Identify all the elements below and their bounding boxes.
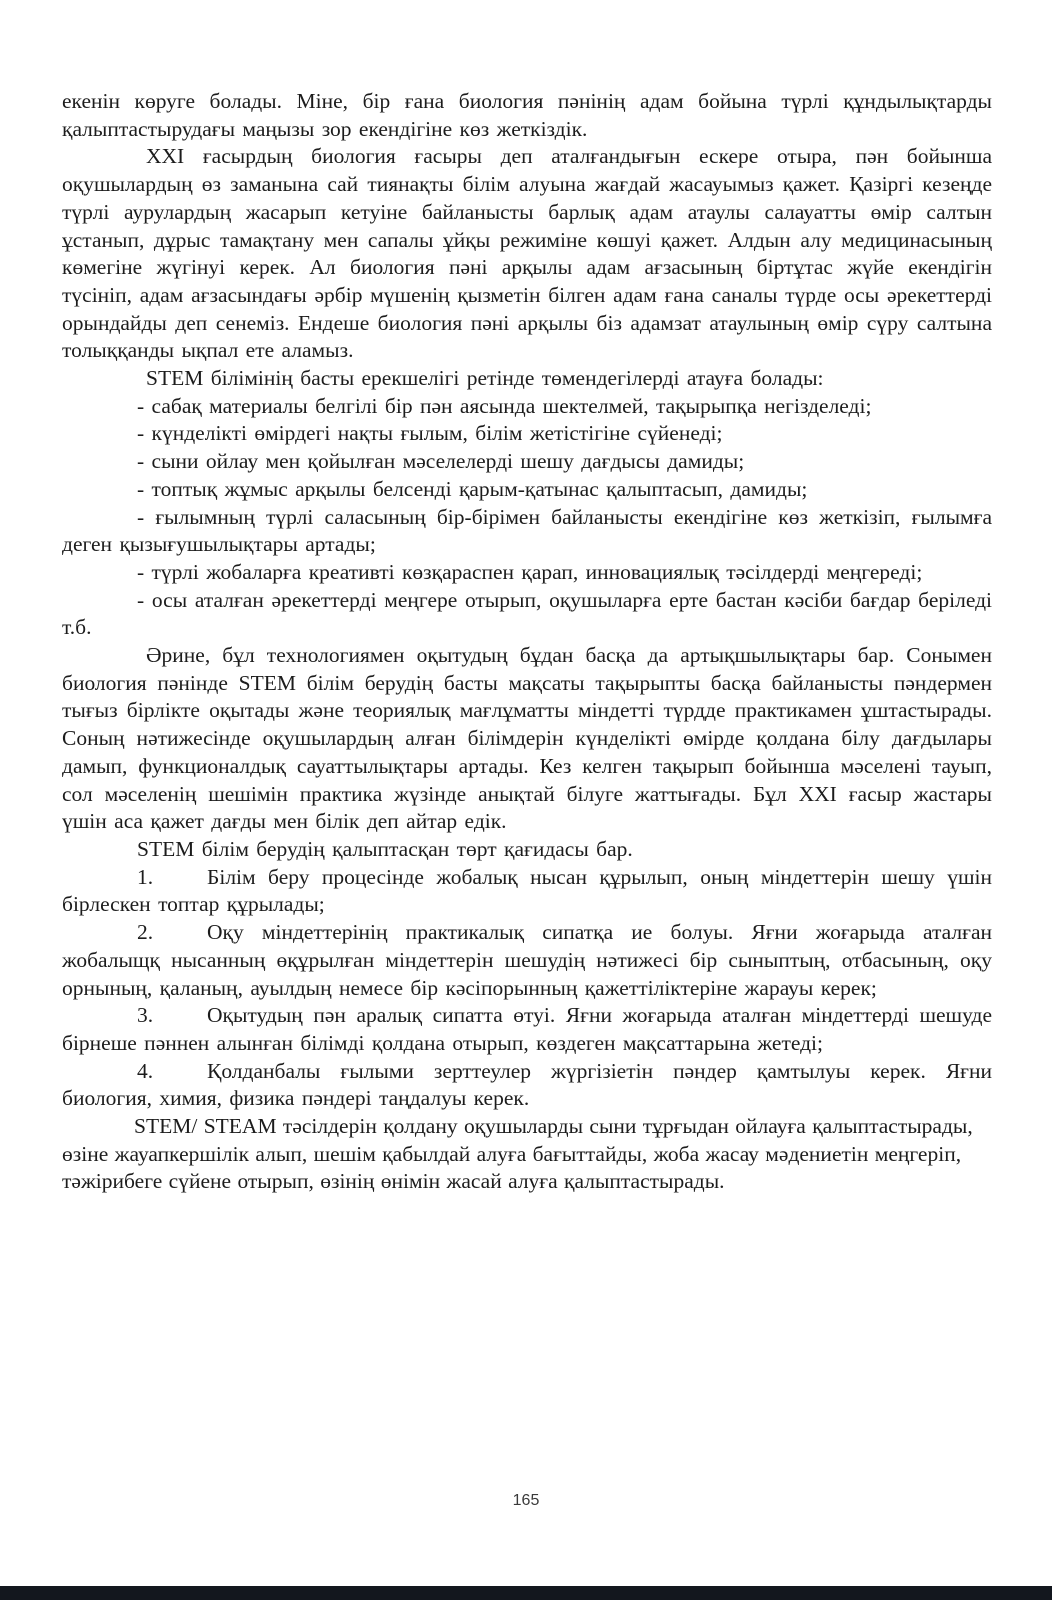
list-item: - түрлі жобаларға креативті көзқараспен қарап, инновациялық тәсілдерді меңгереді; xyxy=(137,559,923,584)
item-text: Білім беру процесінде жобалық нысан құрылып, оның міндеттерін шешу үшін бірлескен топтар құрылады; xyxy=(62,864,992,917)
page-number: 165 xyxy=(512,1492,540,1509)
paragraph-stem-features-intro: STEM білімінің басты ерекшелігі ретінде төмендегілерді атауға болады: xyxy=(146,366,824,391)
numbered-item xyxy=(62,864,992,919)
list-item: - сабақ материалы белгілі бір пән аясында шектелмей, тақырыпқа негізделеді; xyxy=(137,393,872,418)
item-text: Оқу міндеттерінің практикалық сипатқа ие болуы. Яғни жоғарыда аталған жобалыщқ нысанның өқұрылған міндеттерін шешудің нәтижесі бір сыныптың, отбасының, оқу орнының, қаланың, ауылдың немесе бір кәсіпорынның қажеттіліктеріне жарауы керек; xyxy=(62,920,992,1000)
bottom-black-bar xyxy=(0,1586,1052,1600)
item-number: 1. xyxy=(137,864,154,889)
list-item: - ғылымның түрлі саласының бір-бірімен байланысты екендігіне көз жеткізіп, ғылымға деген қызығушылықтары артады; xyxy=(62,504,992,557)
item-number: 3. xyxy=(137,1003,154,1028)
paragraph-stem-steam-conclusion: STEM/ STEAM тәсілдерін қолдану оқушыларды сыни тұрғыдан ойлауға қалыптастырады, өзіне жауапкершілік алып, шешім қабылдай алуға бағыттайды, жоба жасау мәдениетін меңгеріп, тәжірибеге сүйене отырып, өзінің өнімін жасай алуға қалыптастырады. xyxy=(62,1114,973,1194)
list-item: - топтық жұмыс арқылы белсенді қарым-қатынас қалыптасып, дамиды; xyxy=(137,476,808,501)
numbered-item xyxy=(62,1058,992,1113)
numbered-item xyxy=(62,919,992,1002)
paragraph-xxi-century: ХХІ ғасырдың биология ғасыры деп аталғандығын ескере отыра, пән бойынша оқушылардың өз заманына сай тиянақты білім алуына жағдай жасауымыз қажет. Қазіргі кезеңде түрлі аурулардың жасарып кетуіне байланысты барлық адам атаулы салауатты өмір салтын ұстанып, дұрыс тамақтану мен сапалы ұйқы режиміне көшуі қажет. Алдын алу медицинасының көмегіне жүгінуі керек. Ал биология пәні арқылы адам ағзасының біртұтас жүйе екендігін түсініп, адам ағзасындағы әрбір мүшенің қызметін білген адам ғана саналы түрде осы әрекеттерді орындайды деп сенеміз. Ендеше биология пәні арқылы біз адамзат атаулының өмір сүру салтына толыққанды ықпал ете аламыз. xyxy=(62,144,992,363)
item-number: 4. xyxy=(137,1058,154,1083)
item-text: Қолданбалы ғылыми зерттеулер жүргізіетін пәндер қамтылуы керек. Яғни биология, химия, физика пәндері таңдалуы керек. xyxy=(62,1058,992,1111)
numbered-item xyxy=(62,1002,992,1057)
paragraph-four-principles-intro: STEM білім берудің қалыптасқан төрт қағидасы бар. xyxy=(137,836,633,861)
document-body xyxy=(62,88,992,1196)
list-item: - күнделікті өмірдегі нақты ғылым, білім жетістігіне сүйенеді; xyxy=(137,421,723,446)
list-item: - сыни ойлау мен қойылған мәселелерді шешу дағдысы дамиды; xyxy=(137,449,745,474)
paragraph-advantages: Әрине, бұл технологиямен оқытудың бұдан басқа да артықшылықтары бар. Сонымен биология пәнінде STEM білім берудің басты мақсаты тақырыпты басқа байланысты пәндермен тығыз бірлікте оқытады және теориялық мағлұматты міндетті түрдде практикамен ұштастырады. Соның нәтижесінде оқушылардың алған білімдерін күнделікті өмірде қолдана білу дағдылары дамып, функционалдық сауаттылықтары артады. Кез келген тақырып бойынша мәселені тауып, сол мәселенің шешімін практика жүзінде анықтай білуге жаттығады. Бұл ХХІ ғасыр жастары үшін аса қажет дағды мен білік деп айтар едік. xyxy=(62,643,992,834)
item-text: Оқытудың пән аралық сипатта өтуі. Яғни жоғарыда аталған міндеттерді шешуде бірнеше пәннен алынған білімді қолдана отырып, көздеген мақсаттарына жетеді; xyxy=(62,1003,992,1055)
paragraph-continuation: екенін көруге болады. Міне, бір ғана биология пәнінің адам бойына түрлі құндылықтарды қалыптастырудағы маңызы зор екендігіне көз жеткіздік. xyxy=(62,89,992,141)
item-number: 2. xyxy=(137,920,154,945)
list-item: - осы аталған әрекеттерді меңгере отырып, оқушыларға ерте бастан кәсіби бағдар беріледі т.б. xyxy=(62,587,992,640)
